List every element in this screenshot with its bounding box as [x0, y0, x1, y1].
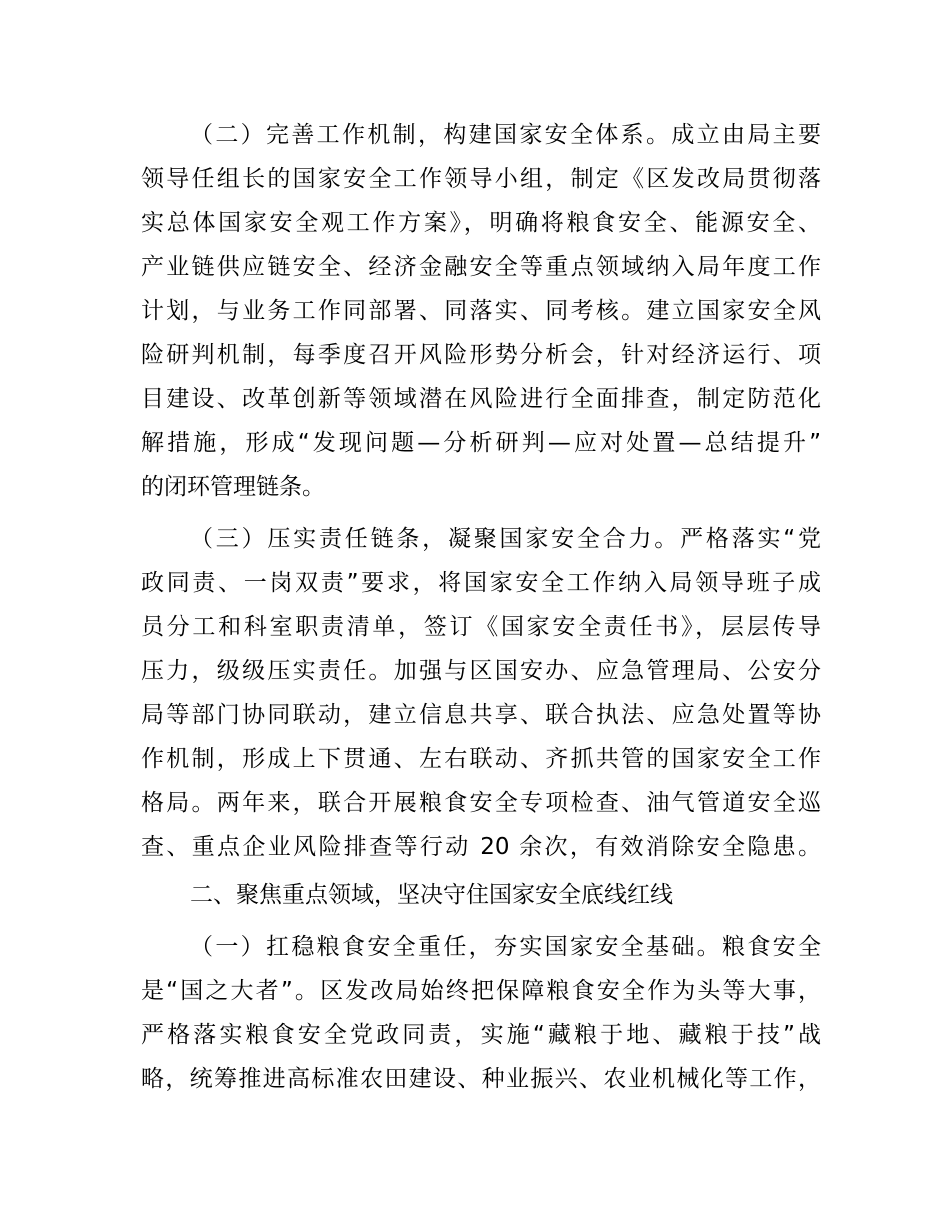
- paragraph-3-line-3: 员分工和科室职责清单，签订《国家安全责任书》，层层传导: [141, 614, 821, 640]
- paragraph-4-line-4: 略，统筹推进高标准农田建设、种业振兴、农业机械化等工作，: [141, 1066, 821, 1092]
- paragraph-3-line-2: 政同责、一岗双责”要求，将国家安全工作纳入局领导班子成: [141, 570, 821, 596]
- paragraph-3-line-6: 作机制，形成上下贯通、左右联动、齐抓共管的国家安全工作: [141, 746, 821, 772]
- paragraph-2-line-7: 目建设、改革创新等领域潜在风险进行全面排查，制定防范化: [141, 386, 821, 412]
- paragraph-3-line-5: 局等部门协同联动，建立信息共享、联合执法、应急处置等协: [141, 702, 821, 728]
- paragraph-2-line-2: 领导任组长的国家安全工作领导小组，制定《区发改局贯彻落: [141, 166, 821, 192]
- paragraph-2-line-9: 的闭环管理链条。: [141, 474, 325, 500]
- paragraph-2-line-3: 实总体国家安全观工作方案》，明确将粮食安全、能源安全、: [141, 210, 821, 236]
- section-2-heading: 二、聚焦重点领域，坚决守住国家安全底线红线: [190, 882, 673, 908]
- paragraph-3-line-7: 格局。两年来，联合开展粮食安全专项检查、油气管道安全巡: [141, 790, 821, 816]
- paragraph-4-line-1: （一）扛稳粮食安全重任，夯实国家安全基础。粮食安全: [190, 934, 821, 960]
- paragraph-2-line-4: 产业链供应链安全、经济金融安全等重点领域纳入局年度工作: [141, 254, 821, 280]
- paragraph-3-line-8: 查、重点企业风险排查等行动 20 余次，有效消除安全隐患。: [141, 834, 821, 860]
- paragraph-2-line-1: （二）完善工作机制，构建国家安全体系。成立由局主要: [190, 122, 821, 148]
- paragraph-3-line-1: （三）压实责任链条，凝聚国家安全合力。严格落实“党: [190, 526, 821, 552]
- paragraph-2-line-5: 计划，与业务工作同部署、同落实、同考核。建立国家安全风: [141, 298, 821, 324]
- paragraph-4-line-2: 是“国之大者”。区发改局始终把保障粮食安全作为头等大事，: [141, 978, 821, 1004]
- paragraph-2-line-8: 解措施，形成“发现问题—分析研判—应对处置—总结提升”: [141, 430, 821, 456]
- paragraph-3-line-4: 压力，级级压实责任。加强与区国安办、应急管理局、公安分: [141, 658, 821, 684]
- paragraph-2-line-6: 险研判机制，每季度召开风险形势分析会，针对经济运行、项: [141, 342, 821, 368]
- paragraph-4-line-3: 严格落实粮食安全党政同责，实施“藏粮于地、藏粮于技”战: [141, 1022, 821, 1048]
